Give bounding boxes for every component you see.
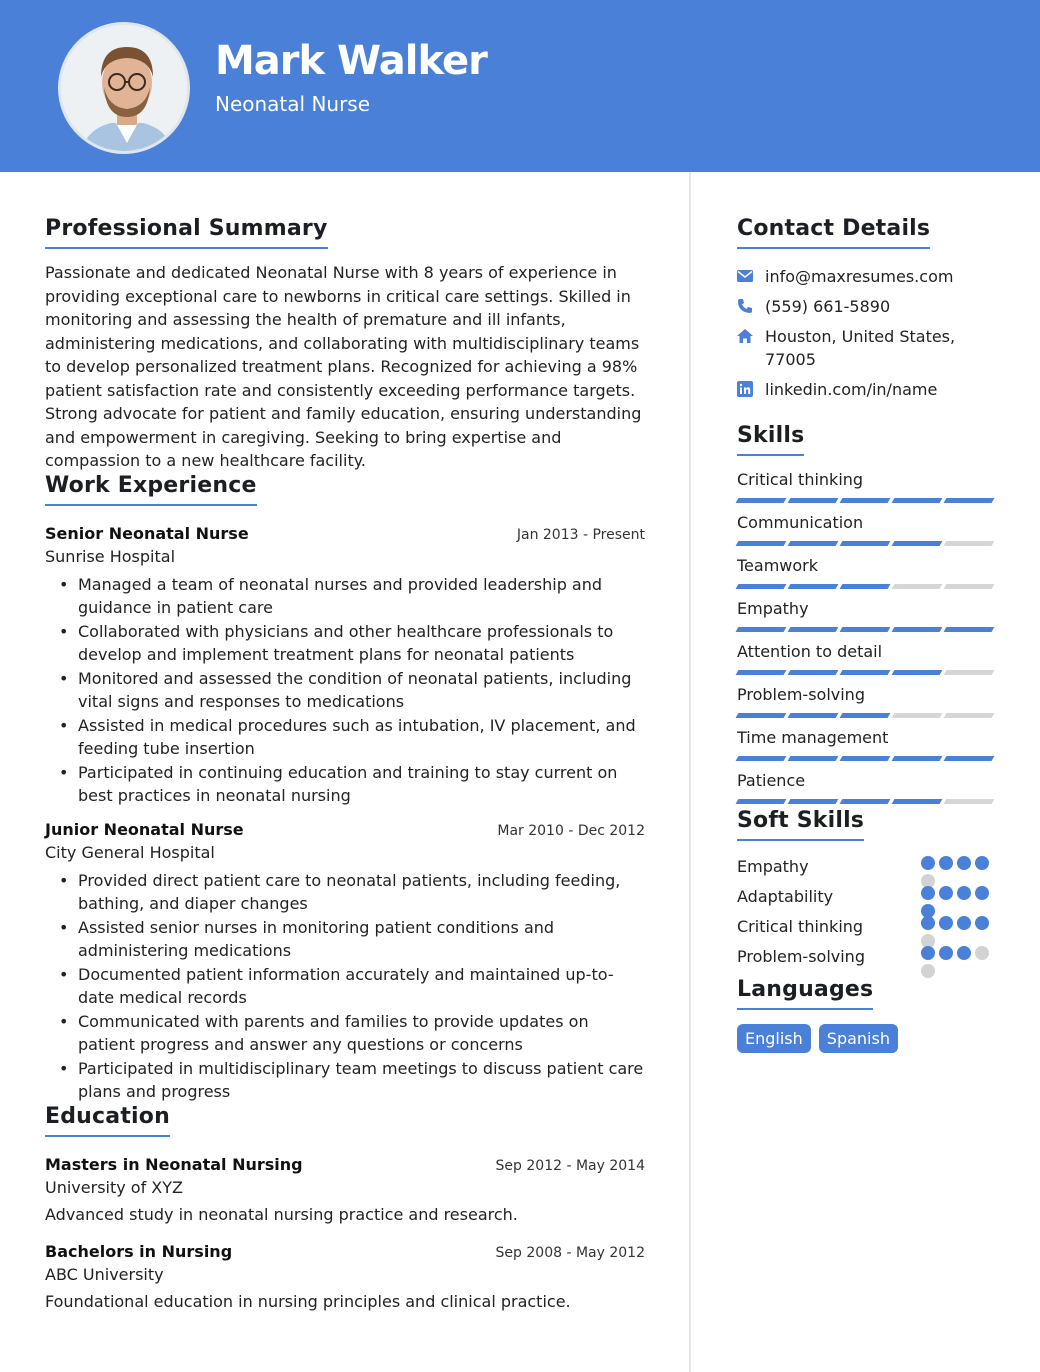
soft-skill-dot (975, 856, 989, 870)
job-bullets (45, 869, 645, 1104)
skill-level-segment (840, 756, 891, 761)
skill-level-segment (840, 627, 891, 632)
skills-heading: Skills (737, 423, 804, 456)
education-heading: Education (45, 1104, 170, 1137)
job-entry (45, 524, 645, 808)
bullet-item: • Communicated with parents and families to provide updates on patient progress and answer any questions or concerns (78, 1010, 645, 1057)
side-column (737, 172, 997, 1053)
skill-level-segment (944, 756, 995, 761)
skill-name: Attention to detail (737, 642, 883, 661)
home-icon (737, 328, 753, 344)
job-org: Sunrise Hospital (45, 546, 176, 566)
avatar-illustration (61, 25, 190, 154)
soft-skill-name: Adaptability (737, 886, 834, 906)
job-title: Junior Neonatal Nurse (45, 819, 244, 839)
school-name: University of XYZ (45, 1177, 183, 1197)
contact-section (737, 216, 997, 401)
skill-name: Time management (737, 728, 889, 747)
candidate-title: Neonatal Nurse (215, 92, 371, 116)
job-title: Senior Neonatal Nurse (45, 523, 249, 543)
skill-level-segment (944, 670, 995, 675)
soft-skill-dots (921, 916, 997, 948)
education-date: Sep 2008 - May 2012 (495, 1244, 645, 1261)
soft-skill-dot (939, 946, 953, 960)
soft-skill-dots (921, 946, 997, 978)
soft-skill-dot (975, 946, 989, 960)
soft-skill-dot (975, 916, 989, 930)
phone-icon (737, 298, 753, 314)
soft-skill-dot (957, 946, 971, 960)
linkedin-text[interactable]: linkedin.com/in/name (765, 380, 938, 399)
soft-skill-dot (957, 856, 971, 870)
education-date: Sep 2012 - May 2014 (495, 1157, 645, 1174)
soft-skill-dot (957, 916, 971, 930)
skill-name: Critical thinking (737, 470, 864, 489)
skill-level-segment (944, 541, 995, 546)
skill-name: Communication (737, 513, 864, 532)
skill-level-bar (737, 627, 997, 632)
skill-level-segment (840, 541, 891, 546)
soft-skill-name: Critical thinking (737, 916, 864, 936)
soft-skill-dot (975, 886, 989, 900)
bullet-item: • Assisted senior nurses in monitoring patient conditions and administering medications (78, 916, 645, 963)
soft-skill-dot (957, 886, 971, 900)
skill-level-segment (788, 498, 839, 503)
column-divider (689, 172, 691, 1372)
skill-level-segment (736, 498, 787, 503)
job-org: City General Hospital (45, 842, 215, 862)
skill-level-segment (892, 498, 943, 503)
language-badge: English (737, 1024, 811, 1053)
bullet-item: • Monitored and assessed the condition of neonatal patients, including vital signs and responses to medications (78, 667, 645, 714)
skills-list (737, 470, 997, 804)
contact-linkedin (737, 378, 997, 401)
summary-text: Passionate and dedicated Neonatal Nurse with 8 years of experience in providing exceptional care to newborns in critical care settings. Skilled in monitoring and assessing the health of premature and ill infants, administering medications, and collaborating with multidisciplinary teams to develop personalized treatment plans. Recognized for achieving a 98% patient satisfaction rate and consistently exceeding performance targets. Strong advocate for patient and family education, ensuring understanding and empowerment in caregiving. Seeking to bring expertise and compassion to a new healthcare facility. (45, 263, 642, 470)
skill-level-segment (892, 670, 943, 675)
skill-level-segment (736, 799, 787, 804)
skill-name: Problem-solving (737, 685, 865, 704)
skill-level-segment (788, 584, 839, 589)
bullet-item: • Assisted in medical procedures such as intubation, IV placement, and feeding tube insertion (78, 714, 645, 761)
job-bullets (45, 573, 645, 808)
school-name: ABC University (45, 1264, 164, 1284)
languages-section (737, 977, 997, 1053)
skill-level-bar (737, 584, 997, 589)
skill-level-segment (892, 756, 943, 761)
soft-skill-row (737, 941, 997, 971)
job-entry (45, 820, 645, 1104)
skill-level-segment (736, 541, 787, 546)
skill-level-segment (944, 498, 995, 503)
skill-level-segment (944, 713, 995, 718)
soft-skill-row (737, 851, 997, 881)
soft-skill-dots (921, 886, 997, 918)
main-column (45, 172, 645, 1311)
languages-list (737, 1024, 997, 1053)
skill-level-segment (736, 713, 787, 718)
degree-title: Masters in Neonatal Nursing (45, 1154, 303, 1174)
skill-name: Patience (737, 771, 806, 790)
skill-level-segment (944, 799, 995, 804)
language-badge: Spanish (819, 1024, 898, 1053)
work-section (45, 473, 645, 1104)
skill-level-bar (737, 498, 997, 503)
phone-text[interactable]: (559) 661-5890 (765, 297, 891, 316)
email-text[interactable]: info@maxresumes.com (765, 267, 954, 286)
skill-level-segment (892, 627, 943, 632)
skill-level-segment (736, 670, 787, 675)
summary-section (45, 216, 645, 473)
soft-skill-dot (939, 916, 953, 930)
job-date: Jan 2013 - Present (516, 526, 645, 543)
bullet-item: • Participated in multidisciplinary team meetings to discuss patient care plans and progress (78, 1057, 645, 1104)
skill-level-bar (737, 799, 997, 804)
skill-level-segment (892, 584, 943, 589)
skill-level-segment (892, 799, 943, 804)
skill-level-segment (944, 584, 995, 589)
skill-level-segment (892, 713, 943, 718)
skill-level-segment (840, 498, 891, 503)
skill-level-segment (892, 541, 943, 546)
skill-level-segment (736, 756, 787, 761)
soft-skills-section (737, 808, 997, 971)
skill-level-bar (737, 756, 997, 761)
skill-level-segment (944, 627, 995, 632)
skill-level-segment (788, 670, 839, 675)
soft-skill-name: Problem-solving (737, 946, 865, 966)
skill-level-bar (737, 713, 997, 718)
job-date: Mar 2010 - Dec 2012 (497, 822, 645, 839)
skill-level-segment (788, 713, 839, 718)
bullet-item: • Managed a team of neonatal nurses and provided leadership and guidance in patient care (78, 573, 645, 620)
soft-skills-heading: Soft Skills (737, 808, 864, 841)
skill-level-bar (737, 670, 997, 675)
contact-phone (737, 295, 997, 318)
skills-section (737, 423, 997, 804)
soft-skill-dot (921, 856, 935, 870)
bullet-item: • Participated in continuing education and training to stay current on best practices in neonatal nursing (78, 761, 645, 808)
degree-title: Bachelors in Nursing (45, 1241, 233, 1261)
skill-level-segment (736, 627, 787, 632)
summary-heading: Professional Summary (45, 216, 328, 249)
work-heading: Work Experience (45, 473, 257, 506)
skill-level-segment (736, 584, 787, 589)
header-banner (0, 0, 1040, 172)
envelope-icon (737, 268, 753, 284)
skill-level-segment (788, 756, 839, 761)
contact-heading: Contact Details (737, 216, 930, 249)
soft-skill-row (737, 881, 997, 911)
skill-level-segment (788, 799, 839, 804)
soft-skill-name: Empathy (737, 856, 809, 876)
soft-skills-list (737, 851, 997, 971)
linkedin-icon (737, 381, 753, 397)
education-entry (45, 1242, 645, 1311)
skill-level-segment (840, 799, 891, 804)
soft-skill-row (737, 911, 997, 941)
skill-level-segment (788, 541, 839, 546)
skill-name: Teamwork (737, 556, 819, 575)
candidate-name: Mark Walker (215, 38, 487, 84)
skill-level-segment (840, 584, 891, 589)
soft-skill-dot (921, 886, 935, 900)
contact-location (737, 325, 997, 371)
location-text: Houston, United States, 77005 (765, 327, 956, 369)
education-description: Advanced study in neonatal nursing practice and research. (45, 1204, 518, 1224)
education-section (45, 1104, 645, 1311)
education-entry (45, 1155, 645, 1224)
soft-skill-dot (939, 886, 953, 900)
education-description: Foundational education in nursing principles and clinical practice. (45, 1291, 571, 1311)
soft-skill-dot (921, 946, 935, 960)
skill-name: Empathy (737, 599, 809, 618)
bullet-item: • Provided direct patient care to neonatal patients, including feeding, bathing, and diaper changes (78, 869, 645, 916)
skill-level-segment (840, 713, 891, 718)
skill-level-bar (737, 541, 997, 546)
soft-skill-dot (921, 916, 935, 930)
profile-photo (58, 22, 190, 154)
soft-skill-dot (921, 964, 935, 978)
skill-level-segment (840, 670, 891, 675)
soft-skill-dots (921, 856, 997, 888)
bullet-item: • Documented patient information accurately and maintained up-to-date medical records (78, 963, 645, 1010)
skill-level-segment (788, 627, 839, 632)
bullet-item: • Collaborated with physicians and other healthcare professionals to develop and implement treatment plans for neonatal patients (78, 620, 645, 667)
languages-heading: Languages (737, 977, 873, 1010)
soft-skill-dot (939, 856, 953, 870)
contact-email (737, 265, 997, 288)
